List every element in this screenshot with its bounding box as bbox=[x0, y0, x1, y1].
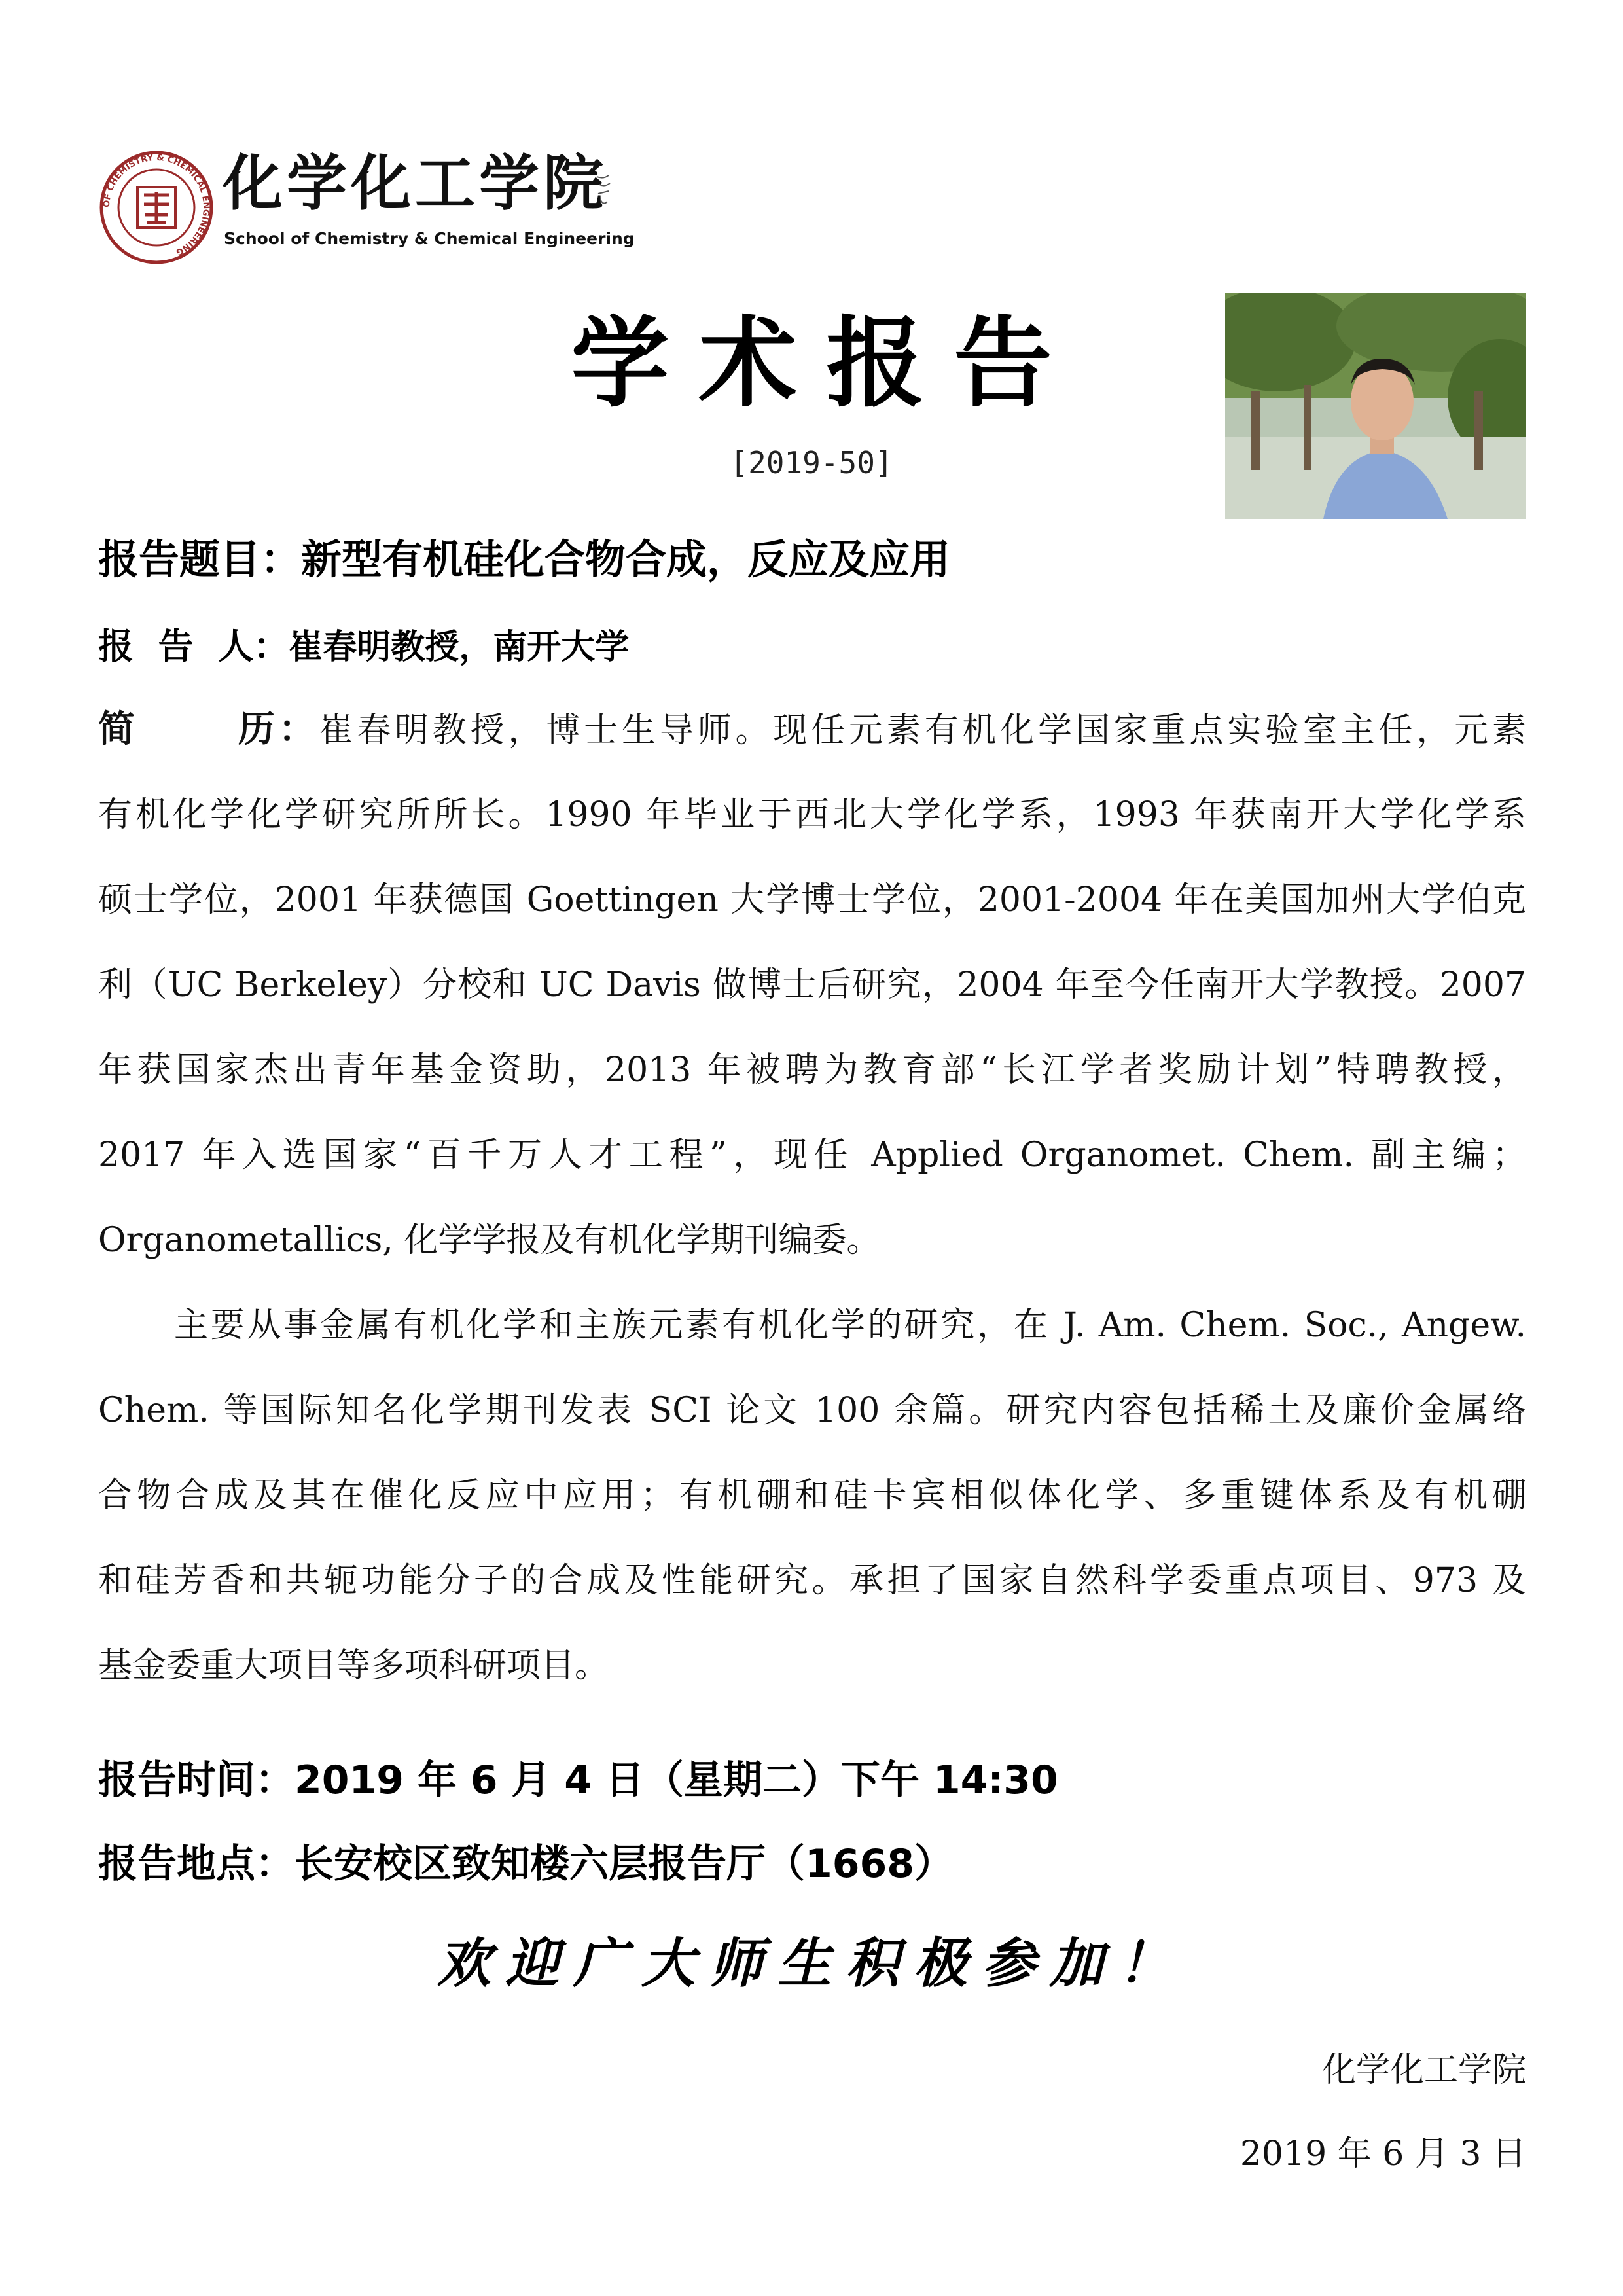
report-speaker bbox=[98, 620, 629, 673]
bio-line: 年获国家杰出青年基金资助，2013 年被聘为教育部“长江学者奖励计划”特聘教授， bbox=[98, 1050, 1526, 1090]
bio-text: 崔春明教授，博士生导师。现任元素有机化学国家重点实验室主任，元素 bbox=[319, 711, 1526, 750]
topic-label: 报告题目： bbox=[98, 535, 302, 583]
calligraphy-signature bbox=[590, 171, 616, 211]
time-label: 报告时间： bbox=[98, 1757, 294, 1803]
place-label: 报告地点： bbox=[98, 1841, 294, 1887]
welcome-message: 欢迎广大师生积极参加！ bbox=[437, 1932, 1186, 1995]
footer-date: 2019 年 6 月 3 日 bbox=[1240, 2134, 1526, 2174]
speaker-label: 报 告 人： bbox=[98, 626, 289, 667]
time-value: 2019 年 6 月 4 日（星期二）下午 14:30 bbox=[294, 1757, 1058, 1803]
footer-organization: 化学化工学院 bbox=[1321, 2051, 1526, 2090]
school-logo-seal bbox=[98, 149, 215, 266]
bio-line: 有机化学化学研究所所长。1990 年毕业于西北大学化学系，1993 年获南开大学化学系 bbox=[98, 795, 1526, 834]
research-line: Chem. 等国际知名化学期刊发表 SCI 论文 100 余篇。研究内容包括稀土及廉价金属络 bbox=[98, 1391, 1526, 1430]
report-number: [2019-50] bbox=[730, 445, 893, 480]
bio-line: Organometallics, 化学学报及有机化学期刊编委。 bbox=[98, 1221, 881, 1260]
topic-value: 新型有机硅化合物合成，反应及应用 bbox=[301, 535, 951, 583]
place-value: 长安校区致知楼六层报告厅（1668） bbox=[294, 1841, 954, 1887]
report-time bbox=[98, 1754, 1058, 1806]
bio-line: 硕士学位，2001 年获德国 Goettingen 大学博士学位，2001-2004 年在美国加州大学伯克 bbox=[98, 880, 1526, 920]
research-line: 和硅芳香和共轭功能分子的合成及性能研究。承担了国家自然科学委重点项目、973 及 bbox=[98, 1561, 1526, 1600]
speaker-photo bbox=[1225, 293, 1526, 519]
logo-seal-icon bbox=[98, 149, 215, 266]
school-name-cn: 化学化工学院 bbox=[223, 148, 608, 219]
research-line: 主要从事金属有机化学和主族元素有机化学的研究，在 J. Am. Chem. Soc., Angew. bbox=[174, 1306, 1526, 1345]
report-place bbox=[98, 1838, 954, 1890]
bio-label: 简 历： bbox=[98, 708, 319, 751]
page-title: 学术报告 bbox=[571, 306, 1082, 421]
bio-line bbox=[98, 687, 1526, 773]
speaker-portrait-image bbox=[1225, 293, 1526, 519]
speaker-value: 崔春明教授，南开大学 bbox=[289, 628, 630, 667]
research-line: 基金委重大项目等多项科研项目。 bbox=[98, 1646, 609, 1685]
svg-text:OF CHEMISTRY & CHEMICAL ENGINE: OF CHEMISTRY & CHEMICAL ENGINEERING bbox=[101, 152, 211, 257]
bio-line: 利（UC Berkeley）分校和 UC Davis 做博士后研究，2004 年至今任南开大学教授。2007 bbox=[98, 965, 1526, 1005]
school-name-en: School of Chemistry & Chemical Engineering bbox=[224, 229, 635, 248]
signature-icon bbox=[590, 171, 616, 211]
report-topic bbox=[98, 533, 950, 586]
research-line: 合物合成及其在催化反应中应用；有机硼和硅卡宾相似体化学、多重键体系及有机硼 bbox=[98, 1476, 1526, 1515]
bio-line: 2017 年入选国家“百千万人才工程”，现任 Applied Organomet. Chem. 副主编； bbox=[98, 1136, 1526, 1175]
